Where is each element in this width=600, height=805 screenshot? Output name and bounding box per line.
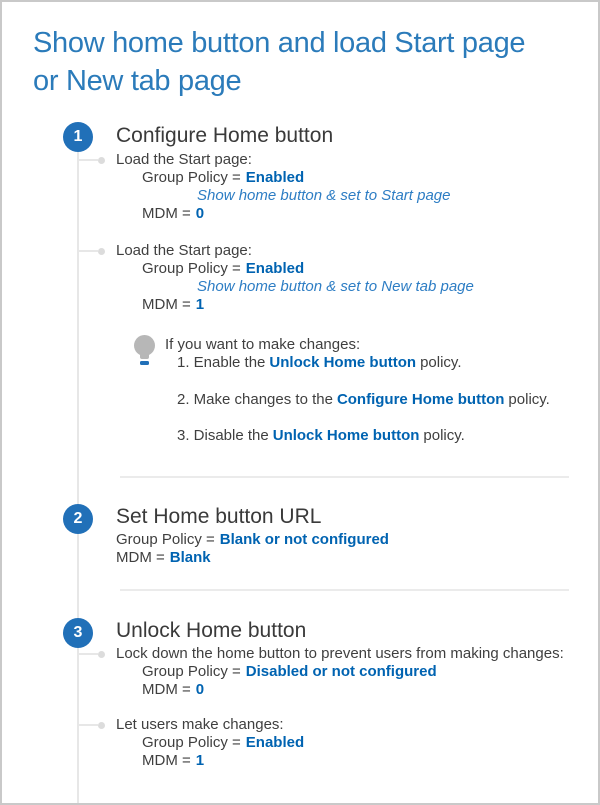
tip-item-2-post: policy. — [508, 391, 550, 408]
step-1-badge — [63, 122, 93, 152]
mdm-value: 0 — [195, 205, 205, 222]
step-3-block-1-mdm — [142, 681, 204, 699]
tip-item-3-policy: Unlock Home button — [272, 427, 420, 444]
step-3-badge — [63, 618, 93, 648]
group-policy-label: Group Policy = — [142, 734, 241, 751]
step-3-block-1-label: Lock down the home button to prevent users from making changes: — [116, 645, 564, 662]
step-2-number: 2 — [73, 510, 83, 527]
connector-line — [78, 724, 98, 726]
page-title — [33, 24, 525, 100]
group-policy-value: Disabled or not configured — [245, 663, 437, 680]
mdm-label: MDM = — [116, 549, 165, 566]
section-divider — [120, 589, 569, 591]
step-3-heading: Unlock Home button — [116, 619, 307, 642]
mdm-value: Blank — [169, 549, 211, 566]
step-3-block-2-label: Let users make changes: — [116, 716, 284, 733]
page-title-line1: Show home button and load Start page — [33, 27, 526, 59]
connector-dot — [98, 157, 105, 164]
connector-dot — [98, 722, 105, 729]
connector-line — [78, 159, 98, 161]
step-2-mdm — [116, 549, 211, 567]
tip-item-3-post: policy. — [423, 427, 465, 444]
group-policy-label: Group Policy = — [142, 169, 241, 186]
group-policy-value: Enabled — [245, 260, 305, 277]
lightbulb-icon — [134, 335, 155, 356]
group-policy-label: Group Policy = — [116, 531, 215, 548]
tip-item-2-policy: Configure Home button — [336, 391, 505, 408]
mdm-value: 1 — [195, 296, 205, 313]
connector-line — [78, 250, 98, 252]
lightbulb-icon-neck — [140, 355, 149, 359]
step-1-block-2-label: Load the Start page: — [116, 242, 252, 259]
group-policy-value: Enabled — [245, 169, 305, 186]
connector-dot — [98, 248, 105, 255]
step-2-heading: Set Home button URL — [116, 505, 322, 528]
step-2-group-policy — [116, 531, 389, 549]
tip-item-1 — [177, 354, 461, 372]
step-2-badge — [63, 504, 93, 534]
mdm-value: 0 — [195, 681, 205, 698]
tip-item-1-policy: Unlock Home button — [269, 354, 417, 371]
tip-item-1-pre: 1. Enable the — [177, 354, 266, 371]
step-3-block-2-group-policy — [142, 734, 304, 752]
step-3-block-2-mdm — [142, 752, 204, 770]
step-1-block-2-note: Show home button & set to New tab page — [197, 278, 474, 295]
group-policy-value: Enabled — [245, 734, 305, 751]
group-policy-label: Group Policy = — [142, 260, 241, 277]
step-1-heading: Configure Home button — [116, 124, 334, 147]
mdm-label: MDM = — [142, 205, 191, 222]
tip-item-1-post: policy. — [420, 354, 462, 371]
tip-intro: If you want to make changes: — [165, 336, 361, 353]
tip-item-2 — [177, 391, 550, 409]
step-1-number: 1 — [73, 128, 83, 145]
group-policy-value: Blank or not configured — [219, 531, 389, 548]
step-1-block-1-mdm — [142, 205, 204, 223]
step-1-block-2-group-policy — [142, 260, 304, 278]
connector-dot — [98, 651, 105, 658]
step-1-block-1-label: Load the Start page: — [116, 151, 252, 168]
lightbulb-icon-base — [140, 361, 149, 365]
page-title-line2: or New tab page — [33, 65, 242, 97]
tip-item-3 — [177, 427, 465, 445]
tip-item-2-pre: 2. Make changes to the — [177, 391, 333, 408]
step-1-block-1-group-policy — [142, 169, 304, 187]
mdm-value: 1 — [195, 752, 205, 769]
group-policy-label: Group Policy = — [142, 663, 241, 680]
tip-item-3-pre: 3. Disable the — [177, 427, 269, 444]
mdm-label: MDM = — [142, 752, 191, 769]
step-1-block-1-note: Show home button & set to Start page — [197, 187, 451, 204]
section-divider — [120, 476, 569, 478]
mdm-label: MDM = — [142, 681, 191, 698]
step-3-block-1-group-policy — [142, 663, 437, 681]
step-1-block-2-mdm — [142, 296, 204, 314]
connector-line — [78, 653, 98, 655]
step-3-number: 3 — [73, 624, 83, 641]
mdm-label: MDM = — [142, 296, 191, 313]
